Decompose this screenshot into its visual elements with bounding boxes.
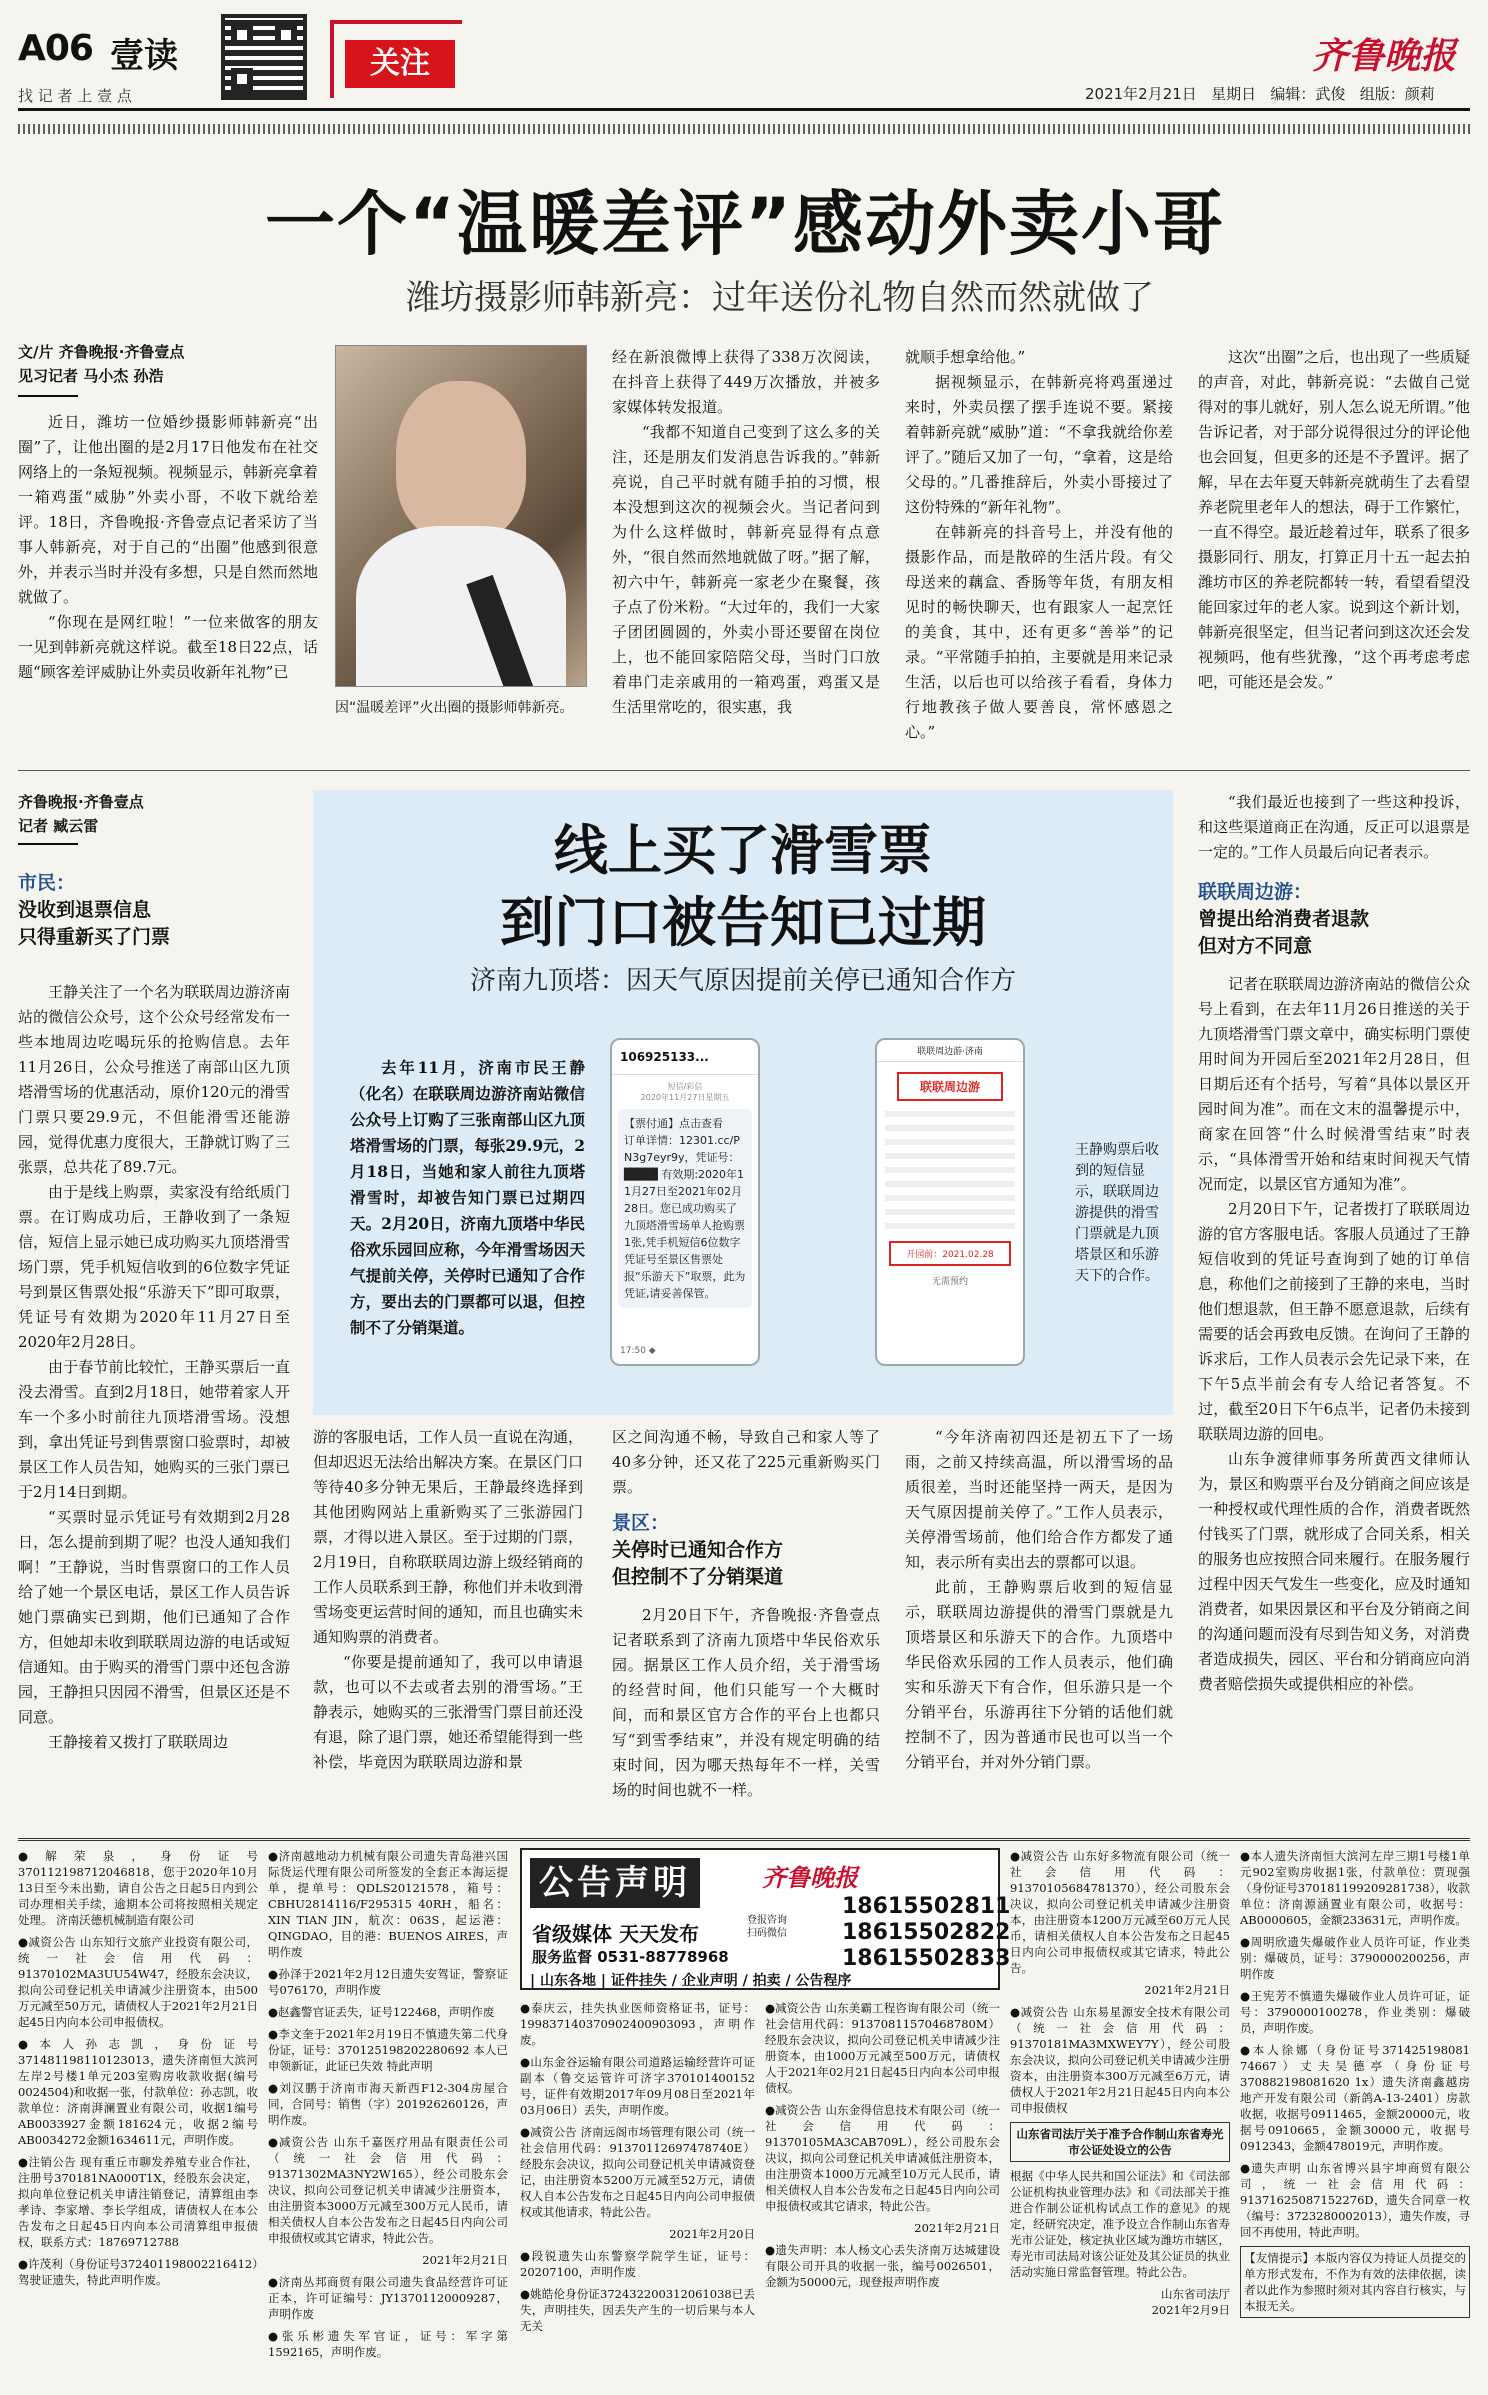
ski-mid-col2: 游的客服电话，工作人员一直说在沟通，但却迟迟无法给出解决方案。在景区门口等待40多分钟无果后，王静最终选择到其他团购网站上重新购买了三张游园门票，才得以进入景区。至于过期的门票，2月19日，自称联联周边游上级经销商的工作人员联系到王静，称他们并未收到滑雪场变更运营时间的通知，而且也确实未通知购票的消费者。 “你要是提前通知了，我可以申请退款，也可以不去或者去别的滑雪场。”王静表示，她购买的三张滑雪门票目前还没有退，除了退门票，她还希望能得到一些补偿，毕竟因为联联周边游和景 (313, 1428, 584, 1771)
sms-screenshot: 106925133... 短信/彩信 2020年11月27日星期五 【票付通】点击查看 订单详情：12301.cc/PN3g7eyr9y，凭证号：████ 有效期:2020年11月27日至2021年02月28日。您已成功购买了九顶塔滑雪场单人抢购票1张,凭手机短信6位数字凭证号至景区售票处报“乐游天下”取票，此为凭证,请妥善保管。 17:50 ◆ (610, 1038, 760, 1366)
main-col1: 近日，潍坊一位婚纱摄影师韩新亮“出圈”了，让他出圈的是2月17日他发布在社交网络上的一条短视频。视频显示，韩新亮拿着一箱鸡蛋“威胁”外卖小哥，不收下就给差评。18日，齐鲁晚报·齐鲁壹点记者采访了当事人韩新亮，对于自己的“出圈”他感到很意外，并表示当时并没有多想，只是自然而然地就做了。 “你现在是网红啦！”一位来做客的朋友一见到韩新亮就这样说。截至18日22点，话题“顾客差评威胁让外卖员收新年礼物”已 (18, 413, 319, 681)
ads-col2: ●济南越地动力机械有限公司遗失青岛港兴国际货运代理有限公司所签发的全套正本海运提单，提单号：QDLS20121578，箱号：CBHU2814116/F295315 40RH，船名：XIN TIAN JIN，航次：063S，起运港：QINGDAO，目的港：BUENOS AIRES，声明作废 ●孙泽于2021年2月12日遗失安驾证，警察证号076170，声明作废 ●赵鑫警官证丢失，证号122468，声明作废 ●李文奎于2021年2月19日不慎遗失第二代身份证，证号：370125198202280692 本人已申领新证，此证已失效 特此声明 ●刘汉鹏于济南市海天新西F12-304房屋合同，合同号：销售（字）201926260126，声明作废。 ●减资公告 山东千嘉医疗用品有限责任公司（统一社会信用代码：91371302MA3NY2W165），经公司股东会决议，拟向公司登记机关申请减少注册资本，由注册资本3000万元减至300万元人民币，请相关债权人自本公告发布之日起45日内向公司申报债权或其它请求，特此公告。 2021年2月21日 ●济南丛邦商贸有限公司遗失食品经营许可证正本，许可证编号：JY13701120009287，声明作废 ●张乐彬遗失军官证，证号：军字第1592165，声明作废。 (268, 1849, 508, 2359)
main-col5: 这次“出圈”之后，也出现了一些质疑的声音，对此，韩新亮说：“去做自己觉得对的事儿就好，别人怎么说无所谓。”他告诉记者，对于部分说得很过分的评论他也会回复，但更多的还是不予置评。据了解，早在去年夏天韩新亮就萌生了去看望养老院里老年人的想法，碍于工作繁忙，一直不得空。最近趁着过年，联系了很多摄影同行、朋友，打算正月十五一起去拍潍坊市区的养老院都转一转，看望看望没能回家过年的老人家。说到这个新计划，韩新亮很坚定，但当记者问到这次还会发视频吗，他有些犹豫，“这个再考虑考虑吧，可能还是会发。” (1198, 348, 1470, 691)
ads-col1: ●解荣泉，身份证号370112198712046818，您于2020年10月13日至今未出勤，请自公告之日起5日内到公司办理相关手续，逾期本公司将按照相关规定处理。 济南沃德机械制造有限公司 ●减资公告 山东知行文旅产业投资有限公司，统一社会信用代码：91370102MA3UU54W47，经股东会决议，拟向公司登记机关申请减少注册资本，由500万元减至50万元，请债权人于2021年2月21日起45日内向本公司申报债权。 ●本人孙志凯，身份证号371481198110123013，遗失济南恒大滨河左岸2号楼1单元203室购房收款收据(编号0024504)和收据一张，付款单位：孙志凯，收款单位：济南湃澜置业有限公司，收据1编号AB0033927金额181624元，收据2编号AB0034272金额1634611元，声明作废。 ●注销公告 现有重丘市聊发养殖专业合作社，注册号370181NA000T1X，经股东会决定，拟向单位登记机关申请注销登记，清算组由李孝诗、李家增、李长学组成，请债权人在本公告发布之日起45日内向本公司清算组申报债权，联系方式：18769712788 ●许茂利（身份证号372401198002216412）驾驶证遗失，特此声明作废。 (18, 1849, 258, 2287)
date-line: 2021年2月21日 星期日 编辑：武俊 组版：颜莉 (1085, 85, 1435, 103)
ski-mid-col4: “今年济南初四还是初五下了一场雨，之前又持续高温，所以滑雪场的品质很差，当时还能坚持一两天，是因为天气原因提前关停了。”工作人员表示，关停滑雪场前，他们给合作方都发了通知，表示所有卖出去的票都可以退。 此前，王静购票后收到的短信显示，联联周边游提供的滑雪门票就是九顶塔景区和乐游天下的合作。九顶塔中华民俗欢乐园的工作人员表示，他们确实和乐游天下有合作，但乐游只是一个分销平台，乐游再往下分销的话他们就控制不了，因为普通市民也可以当一个分销平台，并对外分销门票。 (905, 1428, 1173, 1771)
slogan: 找 记 者 上 壹 点 (18, 87, 132, 105)
app-screenshot: 联联周边游·济南 联联周边游 开园前：2021.02.28 无需预约 (875, 1038, 1025, 1366)
paper-logo: 齐鲁晚报 (1312, 35, 1457, 77)
page-number: A06 (18, 28, 93, 69)
ski-subhead: 济南九顶塔：因天气原因提前关停已通知合作方 (469, 966, 1016, 996)
ads-col5: ●减资公告 山东好多物流有限公司（统一社会信用代码：91370105684781370），经公司股东会决议，拟向公司登记机关申请减少注册资本，由注册资本1200万元减至60万元人民币，请相关债权人自本公告发布之日起45日内向公司申报债权或其它请求，特此公告。 2021年2月21日 ●减资公告 山东易星源安全技术有限公司（统一社会信用代码：91370181MA3MXWEY7Y），经公司股东会决议，拟向公司登记机关申请减少注册资本，由注册资本300万元减至6万元，请债权人于2021年2月21日起45日内向本公司申报债权 山东省司法厅关于准予合作制山东省寿光市公证处设立的公告 根据《中华人民共和国公证法》和《司法部公证机构执业管理办法》和《司法部关于推进合作制公证机构试点工作的意见》的规定，经研究决定，准予设立合作制山东省寿光市公证处，核定执业区域为潍坊市辖区，寿光市司法局对该公证处及其公证员的执业活动实施日常监督管理。特此公告。 山东省司法厅 2021年2月9日 (1010, 1849, 1230, 2317)
ski-right-col: “我们最近也接到了一些这种投诉，和这些渠道商正在沟通，反正可以退票是一定的。”工作人员最后向记者表示。 联联周边游： 曾提出给消费者退款 但对方不同意 记者在联联周边游济南站的微信公众号上看到，在去年11月26日推送的关于九顶塔滑雪门票文章中，确实标明门票使用时间为开园后至2021年2月28日，但日期后还有个括号，写着“具体以景区开园时间为准”。而在文末的温馨提示中，商家在回答“什么时候滑雪结束”时表示，“具体滑雪开始和结束时间视天气情况而定，以景区官方通知为准”。 2月20日下午，记者拨打了联联周边游的官方客服电话。客服人员通过了王静短信收到的凭证号查询到了她的订单信息，称他们之前接到了王静的来电，当时他们想退款，但王静不愿意退款，后续有需要的话会再致电反馈。在询问了王静的诉求后，工作人员表示会先记录下来，在下午5点半前会有专人给记者答复。不过，截至20日下午6点半，记者仍未接到联联周边游的回电。 山东争渡律师事务所黄西文律师认为，景区和购票平台及分销商之间应该是一种授权或代理性质的合作，消费者既然付钱买了门票，就形成了合同关系，相关的服务也应按照合同来履行。在服务履行过程中因天气发生一些变化，应及时通知消费者，如果因景区和平台及分销商之间的沟通问题而没有尽到告知义务，对消费者造成损失，园区、平台和分销商应向消费者赔偿损失或提供相应的补偿。 (1198, 793, 1470, 1693)
qr-code-icon (225, 18, 303, 96)
ski-subhead-citizen: 市民： 没收到退票信息 只得重新买了门票 (18, 872, 171, 948)
main-subhead: 潍坊摄影师韩新亮：过年送份礼物自然而然就做了 (406, 278, 1154, 318)
ads-col6: ●本人遗失济南恒大滨河左岸三期1号楼1单元902室购房收据1张，付款单位：贾现强（身份证号370181199209281738），收款单位：济南源涵置业有限公司，收据号：AB0000605，金额233631元，声明作废。 ●周明欣遗失爆破作业人员许可证，作业类别：爆破员，证号：3790000200256，声明作废 ●王宪芳不慎遗失爆破作业人员许可证，证号：3790000100278，作业类别：爆破员，声明作废。 ●本人徐娜（身份证号371425198081 74667）丈夫吴德亭（身份证号370882198081620 1x）遗失济南鑫越房地产开发有限公司（新鸽A-13-2401）房款收据，收据号0911465，金额20000元，收据号0910665，金额30000元，收据号0912343，金额478019元，声明作废。 ●遗失声明 山东省博兴县宇坤商贸有限公司，统一社会信用代码：91371625087152276D，遗失合同章一枚（编号：3723280002013），遗失作废，寻回不再使用，特此声明。 【友情提示】本版内容仅为持证人员提交的单方形式发布，不作为有效的法律依据，读者以此作为参照时须对其内容自行核实，与本报无关。 (1240, 1848, 1470, 2324)
notice-banner: 公告声明 齐鲁晚报 18615502811 18615502822 18615502833 省级媒体 天天发布 登报咨询 扫码微信 服务监督 0531-88778968 | 山东各地 | 证件挂失 / 企业声明 / 拍卖 / 公告程序 (520, 1848, 1000, 1990)
ski-mid-col3: 区之间沟通不畅，导致自己和家人等了40多分钟，还又花了225元重新购买门票。 景区： 关停时已通知合作方 但控制不了分销渠道 2月20日下午，齐鲁晚报·齐鲁壹点记者联系到了济南九顶塔中华民俗欢乐园。据景区工作人员介绍，关于滑雪场的经营时间，他们只能写一个大概时间，而和景区官方合作的平台上也都只写“到雪季结束”，并没有规定明确的结束时间，因为哪天热每年不一样，关雪场的时间也就不一样。 (612, 1428, 880, 1799)
ski-lead: 去年11月，济南市民王静（化名）在联联周边游济南站微信公众号上订购了三张南部山区九顶塔滑雪场的门票，每张29.9元，2月18日，当她和家人前往九顶塔滑雪时，却被告知门票已过期四天。2月20日，济南九顶塔中华民俗欢乐园回应称，今年滑雪场因天气提前关停，关停时已通知了合作方，要出去的门票都可以退，但控制不了分销渠道。 (350, 1058, 585, 1337)
photo-han-xinliang (335, 345, 587, 687)
ski-headline-2: 到门口被告知已过期 (500, 891, 986, 954)
ski-left-col: 王静关注了一个名为联联周边游济南站的微信公众号，这个公众号经常发布一些本地周边吃喝玩乐的抢购信息。去年11月26日，公众号推送了南部山区九顶塔滑雪场的优惠活动，原价120元的滑雪门票只要29.9元，不但能滑雪还能游园，觉得优惠力度很大，王静就订购了三张票，总共花了89.7元。 由于是线上购票，卖家没有给纸质门票。在订购成功后，王静收到了一条短信，短信上显示她已成功购买九顶塔滑雪场门票，凭手机短信收到的6位数字凭证号到景区售票处报“乐游天下”即可取票，凭证号有效期为2020年11月27日至2020年2月28日。 由于春节前比较忙，王静买票后一直没去滑雪。直到2月18日，她带着家人开车一个多小时前往九顶塔滑雪场。没想到，拿出凭证号到售票窗口验票时，却被景区工作人员告知，她购买的三张门票已于2月14日到期。 “买票时显示凭证号有效期到2月28日，怎么提前到期了呢？也没人通知我们啊！”王静说，当时售票窗口的工作人员给了她一个景区电话，景区工作人员告诉她门票确实已到期，他们已通知了合作方，但她却未收到联联周边游的电话或短信通知。由于购买的滑雪门票中还包含游园，王静担只因园不滑雪，但景区还是不同意。 王静接着又拨打了联联周边 (18, 983, 290, 1751)
section-tag: 关注 (345, 40, 455, 88)
ads-col4: ●减资公告 山东美霸工程咨询有限公司（统一社会信用代码：91370811570468780M）经股东会决议，拟向公司登记机关申请减少注册资本，由1000万元减至500万元，请债权人于2021年02月21日起45日内向本公司申报债权。 ●减资公告 山东金得信息技术有限公司（统一社会信用代码：91370105MA3CAB709L），经公司股东会决议，拟向公司登记机关申请减低注册资本，由注册资本1000万元减至10万元人民币，请相关债权人自本公告发布之日起45日内向公司申报债权或其它请求，特此公告。 2021年2月21日 ●遗失声明：本人杨文心丢失济南万达城建设有限公司开具的收据一张，编号0026501，金额为50000元，现登报声明作废 (765, 2001, 1000, 2289)
ski-headline-1: 线上买了滑雪票 (554, 819, 932, 882)
section-name: 壹读 (110, 36, 178, 76)
byline: 文/片 齐鲁晚报·齐鲁壹点 见习记者 马小杰 孙浩 (18, 343, 185, 385)
masthead (0, 0, 1488, 140)
ski-photo-caption: 王静购票后收到的短信显示，联联周边游提供的滑雪门票就是九顶塔景区和乐游天下的合作。 (1075, 1142, 1159, 1284)
main-col3: 经在新浪微博上获得了338万次阅读，在抖音上获得了449万次播放，并被多家媒体转发报道。 “我都不知道自己变到了这么多的关注，还是朋友们发消息告诉我的。”韩新亮说，自己平时就有随手拍的习惯，根本没想到这次的视频会火。当记者问到为什么这样做时，韩新亮显得有点意外，“很自然而然地就做了呀。”据了解，初六中午，韩新亮一家老少在聚餐，孩子点了份米粉。“大过年的，我们一大家子团团圆圆的，外卖小哥还要留在岗位上，也不能回家陪陪父母，当时门口放着串门走亲戚用的一箱鸡蛋，鸡蛋又是生活里常吃的，很实惠，我 (612, 348, 880, 716)
main-headline: 一个“温暖差评”感动外卖小哥 (264, 183, 1225, 265)
photo-caption: 因“温暖差评”火出圈的摄影师韩新亮。 (335, 700, 574, 716)
ski-byline: 齐鲁晚报·齐鲁壹点 记者 臧云雷 (18, 793, 144, 835)
ads-col3: ●泰庆云，挂失执业医师资格证书，证号：199837140370902400903093，声明作废。 ●山东金谷运输有限公司道路运输经营许可证副本（鲁交运管许可济字370101400152号，证件有效期2017年09月08日至2021年03月06日）丢失，声明作废。 ●减资公告 济南远阁市场管理有限公司（统一社会信用代码：91370112697478740E）经股东会决议，拟向公司登记机关申请减资登记，由注册资本5200万元减至52万元，请债权人自本公告发布之日起45日内向公司申报债权或其他请求，特此公告。 2021年2月20日 ●段锐遗失山东警察学院学生证，证号：20207100，声明作废 ●姚皓伦身份证372432200312061038已丢失，声明挂失，因丢失产生的一切后果与本人无关 (520, 2001, 755, 2333)
main-col4: 就顺手想拿给他。” 据视频显示，在韩新亮将鸡蛋递过来时，外卖员摆了摆手连说不要。紧接着韩新亮就“威胁”道：“不拿我就给你差评了。”随后又加了一句，“拿着，这是给父母的。”几番推辞后，外卖小哥接过了这份特殊的“新年礼物”。 在韩新亮的抖音号上，并没有他的摄影作品，而是散碎的生活片段。有父母送来的藕盒、香肠等年货，有朋友相见时的畅快聊天，也有跟家人一起烹饪的美食，其中，还有更多“善举”的记录。“平常随手拍拍，主要就是用来记录生活，以后也可以给孩子看看，身体力行地教孩子做人要善良，常怀感恩之心。” (905, 348, 1173, 741)
